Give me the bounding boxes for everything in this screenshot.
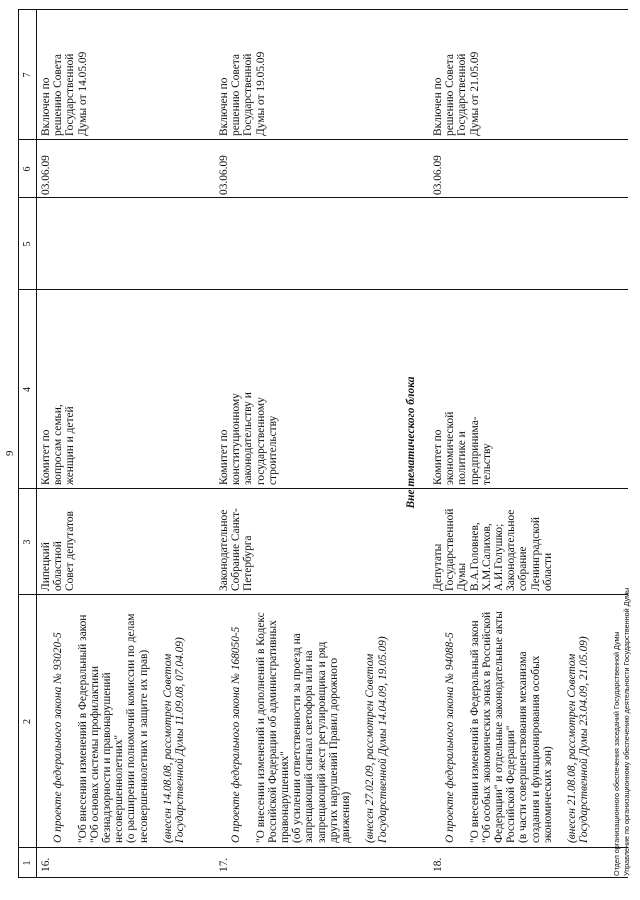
status: Включен по решению Совета Государственной Думы от 19.05.09 [218,51,267,136]
footer-line-1: Отдел организационного обеспечения заседаний Государственной Думы [612,631,621,876]
date: 03.06.09 [218,155,230,195]
row-number: 16. [40,857,52,872]
status: Включен по решению Совета Государственной Думы от 21.05.09 [432,51,481,136]
column-divider [18,594,628,595]
table-header-border [36,10,37,878]
column-divider [18,847,628,848]
column-header: 3 [22,539,33,545]
committee: Комитет по конституционному законодательству и государственному строительству [218,392,279,485]
bill-number-line: О проекте федерального закона № 168050-5 [230,626,243,843]
table-right-border [18,9,628,10]
bill-description: "Об внесении изменений в Федеральный закон "Об основах системы профилактики безнадзорности и правонарушений несовершеннолетних" (о расширении полномочий комиссии по делам несовершеннолетних и защите их прав) [76,613,150,843]
bill-number-line: О проекте федерального закона № 93020-5 [52,632,65,843]
committee: Комитет по вопросам семьи, женщин и детей [40,404,77,485]
row-number: 17. [218,857,230,872]
column-divider [18,289,628,290]
bill-title [40,597,199,843]
table-left-border [18,877,628,878]
column-divider [18,488,628,489]
bill-note: (внесен 21.08.08, рассмотрен Советом Государственной Думы 23.04.09, 21.05.09) [566,636,591,843]
column-header: 2 [22,719,33,724]
column-header: 1 [22,860,33,866]
column-header: 6 [22,166,33,172]
column-divider [18,197,628,198]
column-header: 4 [22,387,33,392]
bill-note: (внесен 14.08.08, рассмотрен Советом Государственной Думы 11.09.08, 07.04.09) [162,637,187,843]
bill-number-line: О проекте федерального закона № 94088-5 [444,632,457,843]
page-number: 9 [4,450,16,456]
column-divider [18,139,628,140]
bill-title [432,597,603,843]
table-top-border [18,10,19,878]
bill-title [218,597,401,843]
bill-author: Законодательное Собрание Санкт- Петербурга [218,508,255,591]
bill-description: "О внесении изменений в Федеральный закон "Об особых экономических зонах в Российской Федерации" и отдельные законодательные акты Российской Федерации" (в части совершенствования механизма создания и функционирования особых экономических зон) [468,611,554,843]
bill-note: (внесен 27.02.09, рассмотрен Советом Государственной Думы 14.04.09, 19.05.09) [364,636,389,843]
bill-author: Депутаты Государственной Думы В.А.Головнев, Х.М.Салихов, А.И.Голушко; Законодательное собрание Ленинградской области [432,508,554,591]
column-header: 5 [22,241,33,247]
date: 03.06.09 [432,155,444,195]
status: Включен по решению Совета Государственной Думы от 14.05.09 [40,51,89,136]
footer-line-2: Управление по организационному обеспечению деятельности Государственной Думы [622,587,631,876]
row-number: 18. [432,857,444,872]
section-heading: Вне тематического блока [405,376,417,509]
bill-description: "О внесении изменений и дополнений в Кодекс Российской Федерации об административных правонарушениях" (об усилении ответственности за проезд на запрещающий сигнал светофора или на запрещающий жест регулировщика и ряд других нарушений Правил дорожного движения) [254,612,353,843]
bill-author: Липецкий областной Совет депутатов [40,511,77,591]
committee: Комитет по экономической политике и предпринима- тельству [432,411,493,485]
date: 03.06.09 [40,155,52,195]
column-header: 7 [22,72,33,78]
